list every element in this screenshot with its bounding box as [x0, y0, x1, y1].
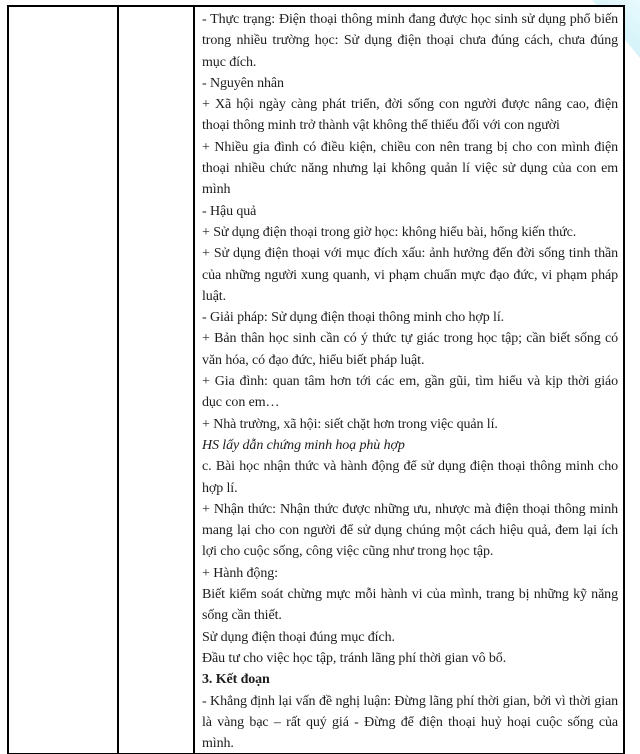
text-line: - Thực trạng: Điện thoại thông minh đang được học sinh sử dụng phổ biến	[202, 12, 618, 27]
text-line: lợi cho cuộc sống, công việc cũng như trong học tập.	[202, 544, 494, 560]
text-line: sống cần thiết.	[202, 608, 282, 624]
table-cell-middle-empty	[119, 7, 195, 753]
text-line: là vàng bạc – rất quý giá - Đừng để điện thoại huỷ hoại cuộc sống của	[202, 714, 618, 730]
text-line: thoại thông minh trở thành vật không thể thiếu đối với con người	[202, 118, 560, 134]
text-line: + Bản thân học sinh cần có ý thức tự giác trong học tập; cần biết sống có	[202, 331, 618, 347]
text-line: + Nhiều gia đình có điều kiện, chiều con nên trang bị cho con mình điện	[202, 139, 618, 155]
text-line: + Sử dụng điện thoại với mục đích xấu: ảnh hưởng đến đời sống tinh thần	[202, 246, 618, 262]
text-line: Sử dụng điện thoại đúng mục đích.	[202, 629, 395, 645]
text-line: văn hóa, có đạo đức, hiểu biết pháp luật.	[202, 352, 425, 368]
text-line: Đầu tư cho việc học tập, tránh lãng phí thời gian vô bổ.	[202, 650, 507, 666]
table-cell-left-empty	[9, 7, 119, 753]
text-line: dục con em…	[202, 395, 280, 411]
text-line: của những người xung quanh, vi phạm chuẩn mực đạo đức, vi phạm pháp	[202, 267, 618, 283]
text-line: - Hậu quả	[202, 203, 257, 219]
text-line: Biết kiểm soát chừng mực mỗi hành vi của mình, trang bị những kỹ năng	[202, 587, 618, 603]
essay-lines	[202, 9, 618, 754]
text-line: + Nhà trường, xã hội: siết chặt hơn trong việc quản lí.	[202, 416, 498, 432]
text-line: hợp lí.	[202, 480, 238, 496]
text-line: luật.	[202, 288, 226, 304]
text-line: - Nguyên nhân	[202, 75, 284, 91]
text-line: mình	[202, 182, 231, 198]
text-line: trong nhiều trường học: Sử dụng điện thoại chưa đúng cách, chưa đúng	[202, 33, 618, 49]
lesson-plan-table	[7, 5, 625, 754]
text-line: c. Bài học nhận thức và hành động để sử dụng điện thoại thông minh cho	[202, 459, 618, 475]
text-line: HS lấy dẫn chứng minh hoạ phù hợp	[202, 437, 405, 453]
text-line: + Gia đình: quan tâm hơn tới các em, gần gũi, tìm hiểu và kịp thời giáo	[202, 374, 618, 390]
text-line: - Khẳng định lại vấn đề nghị luận: Đừng lãng phí thời gian, bởi vì thời gian	[202, 693, 618, 709]
text-line: 3. Kết đoạn	[202, 672, 270, 688]
text-line: mục đích.	[202, 54, 257, 70]
text-line: + Hành động:	[202, 565, 278, 581]
text-line: + Nhận thức: Nhận thức được những ưu, nhược mà điện thoại thông minh	[202, 501, 618, 517]
text-line: thoại nhiều chức năng nhưng lại không quản lí việc sử dụng của con em	[202, 161, 618, 177]
text-line: mình.	[202, 736, 234, 752]
text-line: + Sử dụng điện thoại trong giờ học: không hiểu bài, hổng kiến thức.	[202, 224, 577, 240]
text-line: - Giải pháp: Sử dụng điện thoại thông minh cho hợp lí.	[202, 310, 505, 326]
text-line: + Xã hội ngày càng phát triển, đời sống con người được nâng cao, điện	[202, 97, 618, 113]
text-line: mang lại cho con người để sử dụng chúng một cách hiệu quả, đem lại ích	[202, 523, 618, 539]
table-cell-essay-content	[195, 7, 623, 753]
